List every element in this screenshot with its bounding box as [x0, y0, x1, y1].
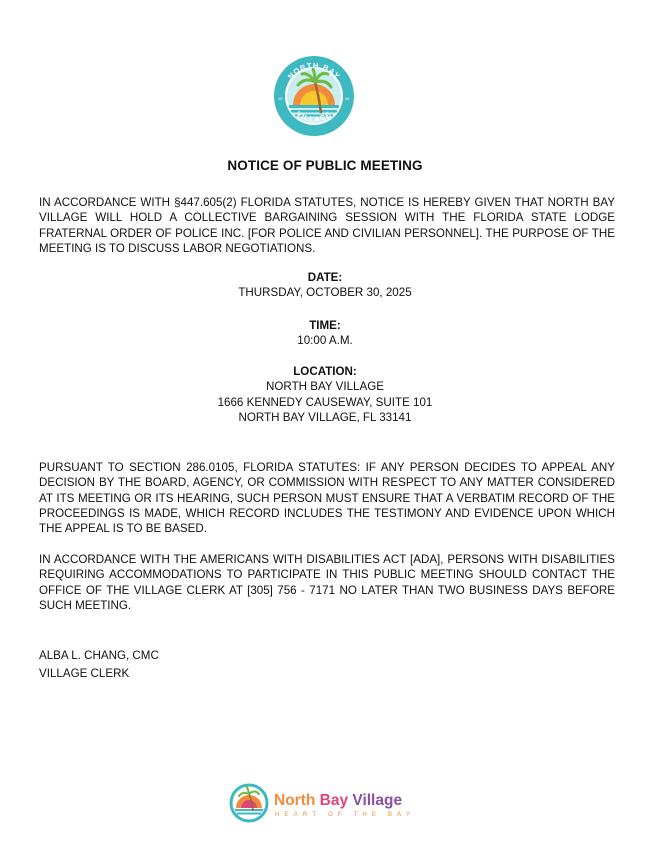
north-bay-village-seal [273, 55, 355, 137]
time-block [0, 318, 650, 349]
signature-role: VILLAGE CLERK [39, 667, 130, 680]
location-label: LOCATION: [293, 365, 357, 378]
signature-block [39, 647, 159, 683]
notice-title: NOTICE OF PUBLIC MEETING [227, 158, 423, 173]
location-line-3: NORTH BAY VILLAGE, FL 33141 [238, 410, 412, 424]
location-block [0, 364, 650, 425]
seal-bottom-text: VILLAGE [294, 109, 334, 124]
date-label: DATE: [307, 271, 343, 284]
date-value: THURSDAY, OCTOBER 30, 2025 [238, 286, 412, 300]
location-line-2: 1666 KENNEDY CAUSEWAY, SUITE 101 [217, 395, 433, 409]
footer-brand-north: North [274, 792, 320, 809]
seal-year-right: 45 [345, 96, 350, 101]
seal-year-left: 19 [278, 96, 283, 101]
time-label: TIME: [309, 319, 341, 332]
intro-paragraph: IN ACCORDANCE WITH §447.605(2) FLORIDA STATUTES, NOTICE IS HEREBY GIVEN THAT NORTH BAY VILLAGE WILL HOLD A COLLECTIVE BARGAINING SESSION WITH THE FLORIDA STATE LODGE FRATERNAL ORDER OF POLICE INC. [FOR POLICE AND CIVILIAN PERSONNEL]. THE PURPOSE OF THE MEETING IS TO DISCUSS LABOR NEGOTIATIONS. [39, 196, 615, 255]
footer-brand-village: Village [352, 792, 403, 809]
time-value: 10:00 A.M. [297, 334, 353, 348]
signature-name: ALBA L. CHANG, CMC [39, 649, 159, 662]
footer-logo [229, 781, 429, 827]
footer-brand-name [274, 792, 402, 810]
footer-sun-palm-icon [229, 783, 269, 823]
footer-tagline: HEART OF THE BAY [275, 812, 416, 818]
seal-top-text: NORTH BAY [285, 60, 343, 81]
appeal-paragraph: PURSUANT TO SECTION 286.0105, FLORIDA STATUTES: IF ANY PERSON DECIDES TO APPEAL ANY DECISION BY THE BOARD, AGENCY, OR COMMISSION WITH RESPECT TO ANY MATTER CONSIDERED AT ITS MEETING OR ITS HEARING, SUCH PERSON MUST ENSURE THAT A VERBATIM RECORD OF THE PROCEEDINGS IS MADE, WHICH RECORD INCLUDES THE TESTIMONY AND EVIDENCE UPON WHICH THE APPEAL IS TO BE BASED. [39, 461, 615, 536]
location-line-1: NORTH BAY VILLAGE [266, 380, 384, 394]
date-block [0, 270, 650, 301]
ada-paragraph: IN ACCORDANCE WITH THE AMERICANS WITH DISABILITIES ACT [ADA], PERSONS WITH DISABILITIES REQUIRING ACCOMMODATIONS TO PARTICIPATE IN THIS PUBLIC MEETING SHOULD CONTACT THE OFFICE OF THE VILLAGE CLERK AT [305] 756 - 7171 NO LATER THAN TWO BUSINESS DAYS BEFORE SUCH MEETING. [39, 553, 615, 612]
footer-brand-bay: Bay [319, 792, 353, 809]
